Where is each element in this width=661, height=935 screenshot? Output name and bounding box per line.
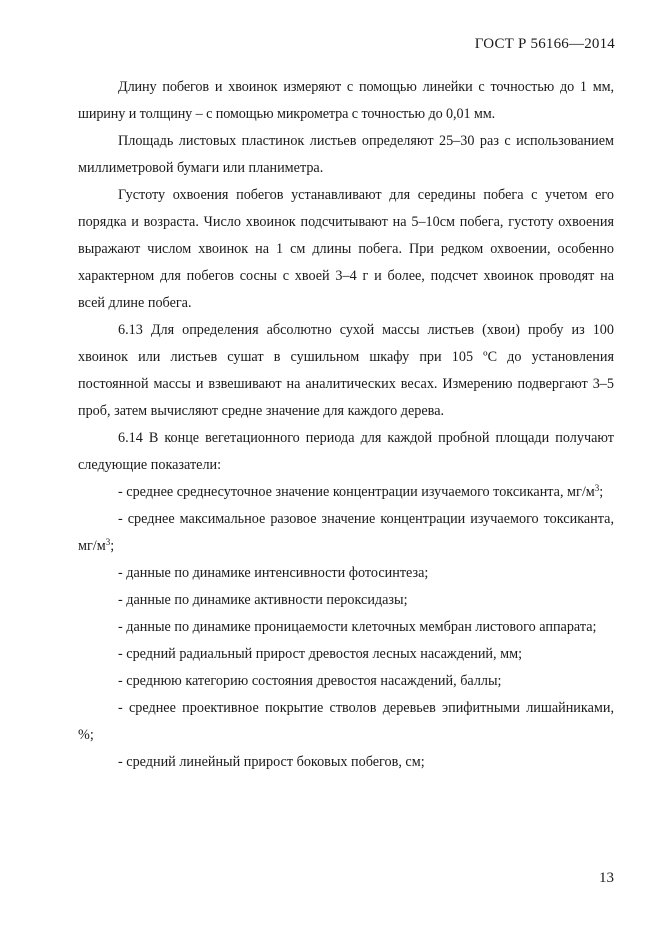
list-item (78, 506, 614, 560)
list-item: - среднее проективное покрытие стволов деревьев эпифитными лишайниками, %; (78, 700, 614, 743)
list-item: - средний линейный прирост боковых побегов, см; (118, 754, 425, 770)
page-body (78, 74, 614, 776)
list-item-tail: ; (110, 538, 115, 554)
document-code-header: ГОСТ Р 56166—2014 (474, 36, 615, 52)
list-item-text: - среднее среднесуточное значение концентрации изучаемого токсиканта, мг/м (118, 484, 595, 500)
paragraph-6-13: 6.13 Для определения абсолютно сухой массы листьев (хвои) пробу из 100 хвоинок или листьев сушат в сушильном шкафу при 105 ºС до установления постоянной массы и взвешивают на аналитических весах. Измерению подвергают 3–5 проб, затем вычисляют средне значение для каждого дерева. (78, 322, 614, 419)
paragraph-leaf-area: Площадь листовых пластинок листьев определяют 25–30 раз с использованием миллиметровой бумаги или планиметра. (78, 133, 614, 176)
superscript: 3 (105, 537, 111, 547)
list-item-text: - среднее максимальное разовое значение концентрации изучаемого токсиканта, мг/м (78, 511, 614, 554)
list-item: - данные по динамике проницаемости клеточных мембран листового аппарата; (118, 619, 597, 635)
paragraph-shoot-length: Длину побегов и хвоинок измеряют с помощью линейки с точностью до 1 мм, ширину и толщину – с помощью микрометра с точностью до 0,01 мм. (78, 79, 614, 122)
superscript: 3 (594, 483, 600, 493)
page-number: 13 (599, 870, 614, 886)
paragraph-needle-density: Густоту охвоения побегов устанавливают для середины побега с учетом его порядка и возраста. Число хвоинок подсчитывают на 5–10см побега, густоту охвоения выражают числом хвоинок на 1 см длины побега. При редком охвоении, особенно характерном для побегов сосны с хвоей 3–4 г и более, подсчет хвоинок проводят на всей длине побега. (78, 187, 614, 311)
list-item: - данные по динамике интенсивности фотосинтеза; (118, 565, 429, 581)
paragraph-6-14: 6.14 В конце вегетационного периода для каждой пробной площади получают следующие показатели: (78, 430, 614, 473)
list-item-tail: ; (599, 484, 604, 500)
list-item: - данные по динамике активности пероксидазы; (118, 592, 408, 608)
list-item (78, 479, 614, 506)
list-item: - средний радиальный прирост древостоя лесных насаждений, мм; (118, 646, 523, 662)
list-item: - среднюю категорию состояния древостоя насаждений, баллы; (118, 673, 502, 689)
